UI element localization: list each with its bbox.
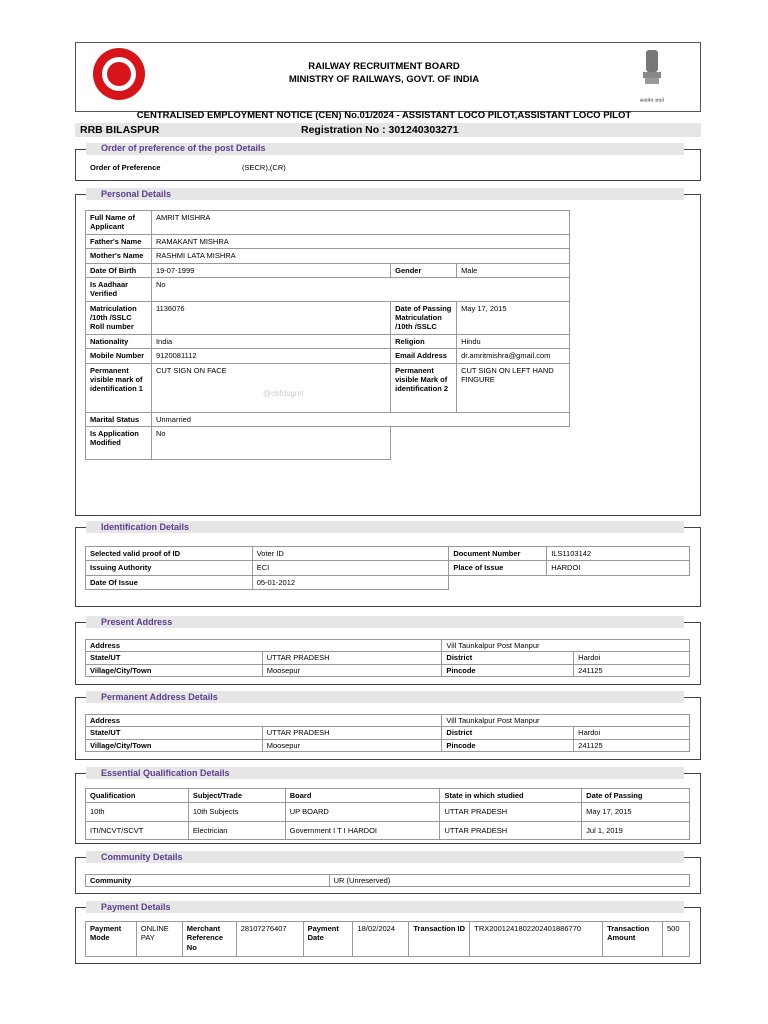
field-value: UP BOARD: [285, 803, 440, 821]
table-row: [86, 301, 570, 334]
table-row: [86, 211, 570, 235]
identification-heading: Identification Details: [101, 522, 190, 532]
field-label: State/UT: [86, 652, 263, 664]
field-value: [391, 426, 570, 459]
field-value: Vill Taunkalpur Post Manpur: [442, 640, 690, 652]
table-row: [86, 803, 690, 821]
table-row: [86, 412, 570, 426]
field-value: Unmarried: [151, 412, 569, 426]
preference-heading: Order of preference of the post Details: [101, 143, 266, 153]
field-value: Moosepur: [262, 664, 442, 676]
table-row: [86, 575, 690, 589]
notice-title: CENTRALISED EMPLOYMENT NOTICE (CEN) No.01/2024 - ASSISTANT LOCO PILOT,ASSISTANT LOCO PILOT: [136, 110, 632, 121]
field-value: Hindu: [457, 334, 570, 348]
field-label: Matriculation /10th /SSLC Roll number: [86, 301, 152, 334]
rrb-name: RRB BILASPUR: [80, 124, 160, 136]
qualification-table: [85, 788, 690, 840]
field-label: Date Of Birth: [86, 263, 152, 277]
registration-number: Registration No : 301240303271: [301, 124, 459, 136]
table-row: [86, 561, 690, 575]
emblem-caption: सत्यमेव जयते: [639, 98, 665, 104]
field-value: ITI/NCVT/SCVT: [86, 821, 189, 839]
permanent-address-heading: Permanent Address Details: [101, 692, 218, 702]
table-row: [86, 334, 570, 348]
community-heading: Community Details: [101, 852, 183, 862]
field-label: Place of Issue: [449, 561, 547, 575]
field-label: Address: [86, 640, 442, 652]
table-row: [86, 739, 690, 751]
field-value: 1136076: [151, 301, 390, 334]
table-row: [86, 349, 570, 363]
field-label: Father's Name: [86, 234, 152, 248]
permanent-address-table: [85, 714, 690, 752]
table-row: [86, 727, 690, 739]
field-label: Transaction ID: [409, 922, 470, 957]
field-value: UTTAR PRADESH: [262, 727, 442, 739]
field-label: Pincode: [442, 739, 574, 751]
table-row: [86, 922, 690, 957]
field-value: HARDOI: [547, 561, 690, 575]
field-label: Document Number: [449, 547, 547, 561]
table-row: [86, 875, 690, 887]
table-row: [86, 640, 690, 652]
personal-heading: Personal Details: [101, 189, 172, 199]
field-label: Transaction Amount: [603, 922, 663, 957]
table-row: [86, 234, 570, 248]
field-value: Hardoi: [574, 652, 690, 664]
table-row: [86, 426, 570, 459]
field-value: Moosepur: [262, 739, 442, 751]
field-value: Government I T I HARDOI: [285, 821, 440, 839]
table-row: [86, 249, 570, 263]
national-emblem-icon: [640, 48, 664, 96]
field-label: Permanent visible mark of identification 1: [86, 363, 152, 412]
field-label: Mother's Name: [86, 249, 152, 263]
field-label: Date of Passing Matriculation /10th /SSLC: [391, 301, 457, 334]
field-value: [449, 575, 690, 589]
field-value: Voter ID: [252, 547, 449, 561]
field-label: Qualification: [86, 789, 189, 803]
field-label: Gender: [391, 263, 457, 277]
field-label: Permanent visible Mark of identification 2: [391, 363, 457, 412]
field-label: Religion: [391, 334, 457, 348]
field-value: Jul 1, 2019: [582, 821, 690, 839]
field-label: Village/City/Town: [86, 739, 263, 751]
table-row: [86, 363, 570, 412]
field-label: Subject/Trade: [188, 789, 285, 803]
field-value: 18/02/2024: [353, 922, 409, 957]
field-value: 19-07-1999: [151, 263, 390, 277]
field-label: Date Of Issue: [86, 575, 253, 589]
field-value: RAMAKANT MISHRA: [151, 234, 569, 248]
field-value: UTTAR PRADESH: [440, 821, 582, 839]
field-label: Merchant Reference No: [182, 922, 236, 957]
identification-table: [85, 546, 690, 590]
field-value: May 17, 2015: [457, 301, 570, 334]
field-label: Date of Passing: [582, 789, 690, 803]
field-value: 10th: [86, 803, 189, 821]
field-label: Is Aadhaar Verified: [86, 277, 152, 301]
preference-label: Order of Preference: [90, 163, 161, 172]
field-label: Email Address: [391, 349, 457, 363]
field-value: 05-01-2012: [252, 575, 449, 589]
field-value: RASHMI LATA MISHRA: [151, 249, 569, 263]
field-value: Male: [457, 263, 570, 277]
table-row: [86, 652, 690, 664]
field-value: No: [151, 426, 390, 459]
field-value: 9120081112: [151, 349, 390, 363]
field-value: AMRIT MISHRA: [151, 211, 569, 235]
table-row: [86, 715, 690, 727]
payment-table: [85, 921, 690, 957]
field-label: Address: [86, 715, 442, 727]
board-title: RAILWAY RECRUITMENT BOARD: [308, 61, 460, 72]
field-value: UR (Unreserved): [329, 875, 689, 887]
field-value: CUT SIGN ON FACE: [151, 363, 390, 412]
table-row: [86, 789, 690, 803]
field-label: Pincode: [442, 664, 574, 676]
field-label: District: [442, 727, 574, 739]
field-value: 241125: [574, 739, 690, 751]
field-label: Village/City/Town: [86, 664, 263, 676]
field-value: ECI: [252, 561, 449, 575]
field-label: Is Application Modified: [86, 426, 152, 459]
field-label: Nationality: [86, 334, 152, 348]
table-row: [86, 263, 570, 277]
field-value: Hardoi: [574, 727, 690, 739]
qualification-heading: Essential Qualification Details: [101, 768, 230, 778]
field-value: UTTAR PRADESH: [440, 803, 582, 821]
ministry-title: MINISTRY OF RAILWAYS, GOVT. OF INDIA: [288, 74, 480, 85]
table-row: [86, 547, 690, 561]
field-label: Full Name of Applicant: [86, 211, 152, 235]
field-label: Community: [86, 875, 330, 887]
field-label: State/UT: [86, 727, 263, 739]
field-value: May 17, 2015: [582, 803, 690, 821]
field-label: District: [442, 652, 574, 664]
field-value: 10th Subjects: [188, 803, 285, 821]
field-value: UTTAR PRADESH: [262, 652, 442, 664]
field-value: India: [151, 334, 390, 348]
field-value: CUT SIGN ON LEFT HAND FINGURE: [457, 363, 570, 412]
field-value: ONLINE PAY: [136, 922, 182, 957]
field-label: State in which studied: [440, 789, 582, 803]
field-label: Issuing Authority: [86, 561, 253, 575]
field-value: TRX2001241802202401886770: [470, 922, 603, 957]
field-value: 28107276407: [236, 922, 303, 957]
payment-heading: Payment Details: [101, 902, 171, 912]
community-table: [85, 874, 690, 887]
table-row: [86, 277, 570, 301]
field-value: 241125: [574, 664, 690, 676]
watermark-text: @cbfdsgnrl: [263, 389, 304, 398]
present-address-table: [85, 639, 690, 677]
field-label: Board: [285, 789, 440, 803]
field-value: Electrician: [188, 821, 285, 839]
table-row: [86, 664, 690, 676]
present-address-heading: Present Address: [101, 617, 173, 627]
preference-value: (SECR),(CR): [242, 163, 286, 172]
field-label: Selected valid proof of ID: [86, 547, 253, 561]
field-value: Vill Taunkalpur Post Manpur: [442, 715, 690, 727]
field-value: No: [151, 277, 569, 301]
field-label: Marital Status: [86, 412, 152, 426]
field-value: 500: [663, 922, 690, 957]
field-value: ILS1103142: [547, 547, 690, 561]
field-label: Payment Date: [303, 922, 353, 957]
field-label: Payment Mode: [86, 922, 137, 957]
personal-table: [85, 210, 570, 460]
table-row: [86, 821, 690, 839]
field-value: dr.amritmishra@gmail.com: [457, 349, 570, 363]
field-label: Mobile Number: [86, 349, 152, 363]
